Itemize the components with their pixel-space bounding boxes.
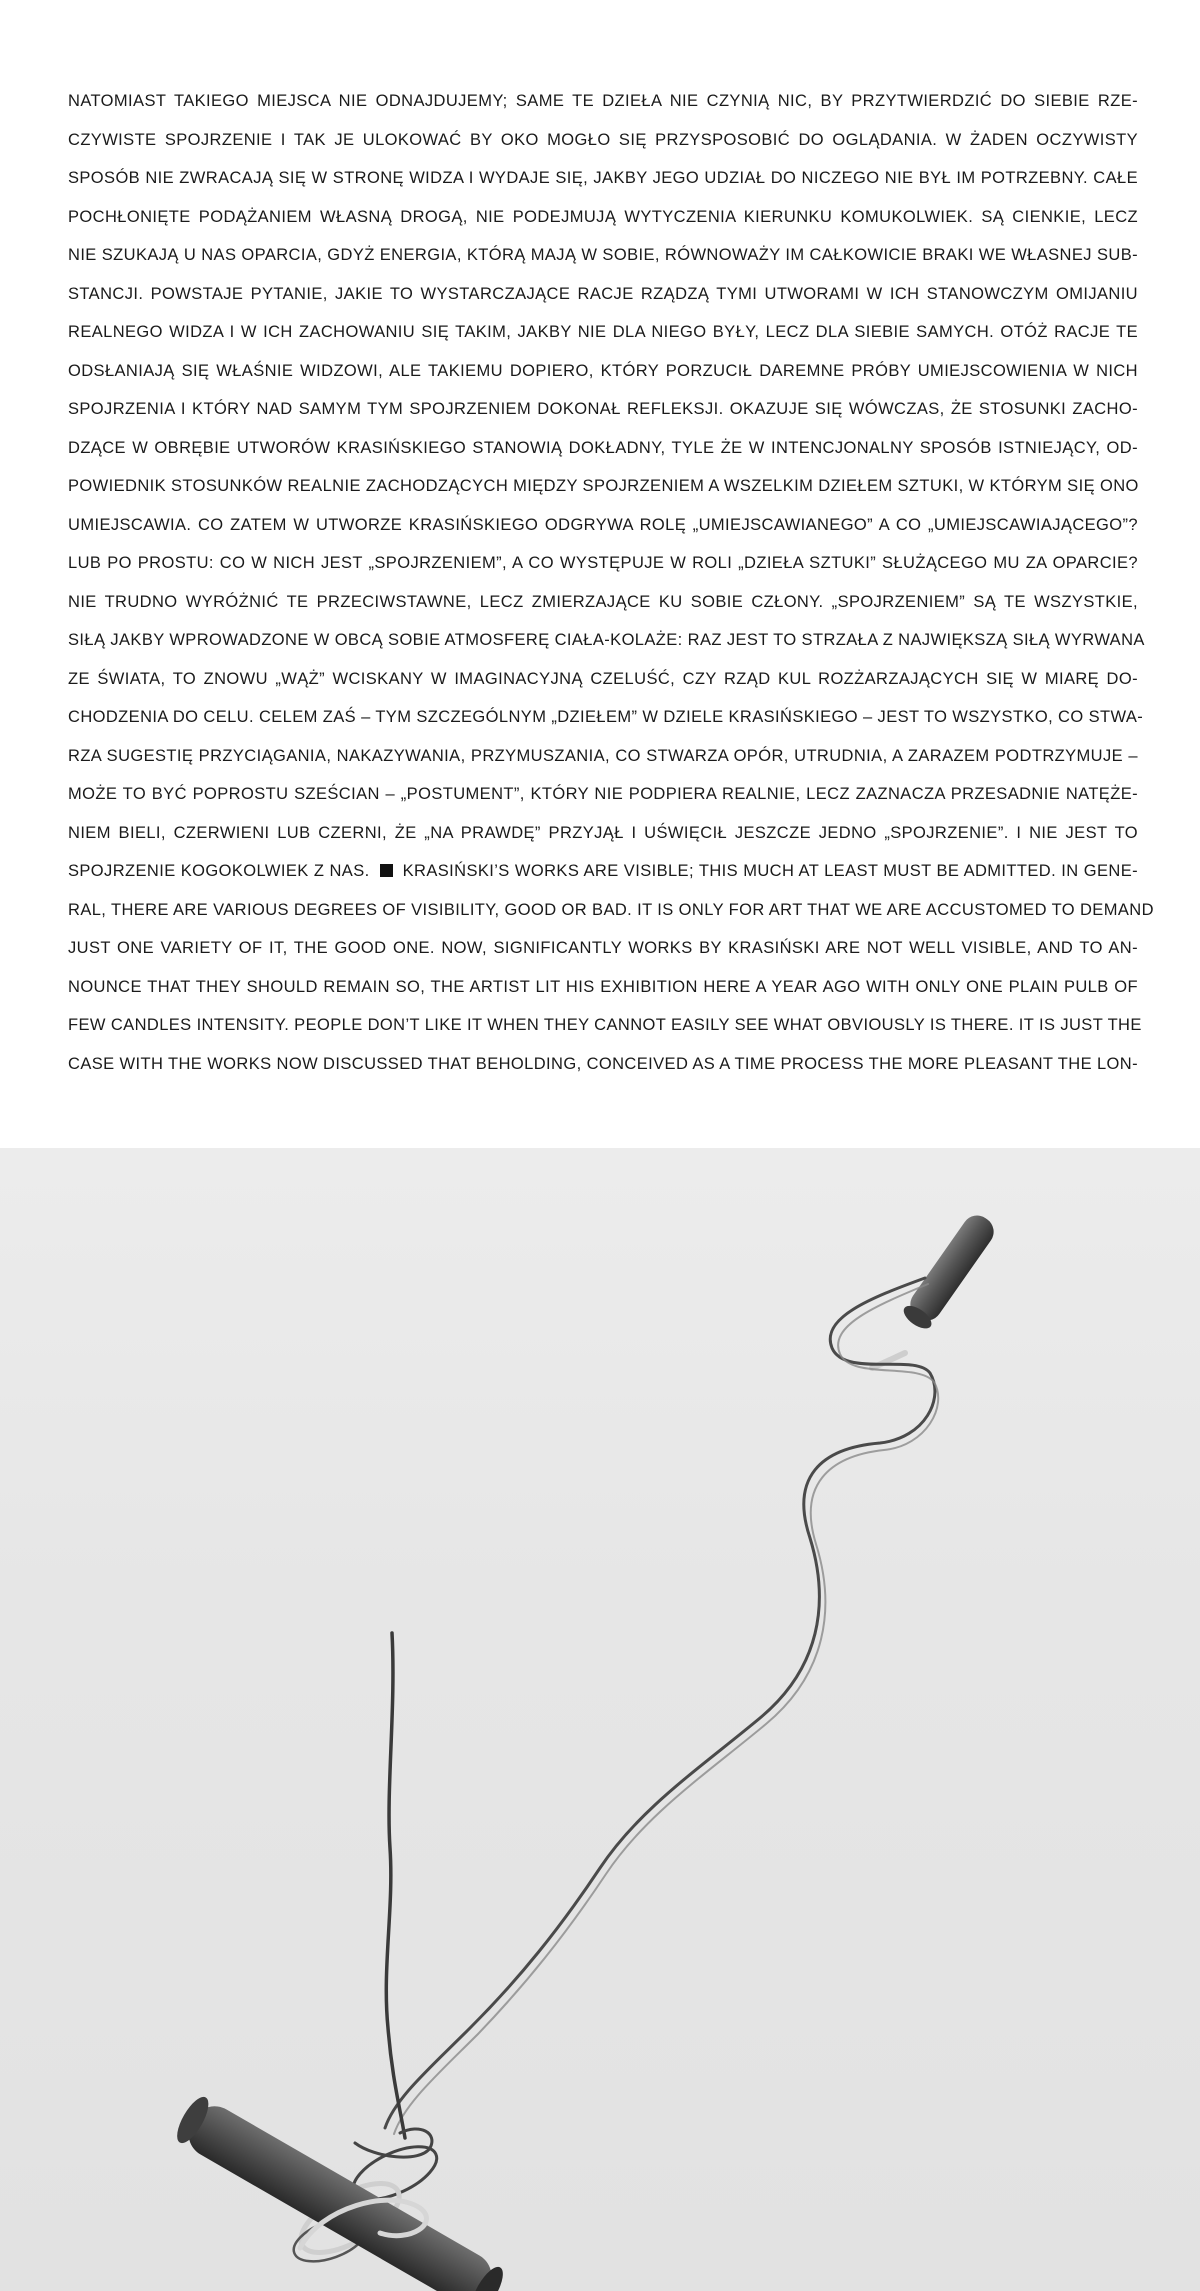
sculpture-illustration: [0, 1148, 1200, 2291]
text-line: CZYWISTE SPOJRZENIE I TAK JE ULOKOWAĆ BY OKO MOGŁO SIĘ PRZYSPOSOBIĆ DO OGLĄDANIA. W ŻADEN OCZYWISTY: [68, 130, 1138, 149]
paragraph: [68, 82, 1154, 1083]
text-line: ZE ŚWIATA, TO ZNOWU „WĄŻ” WCISKANY W IMAGINACYJNĄ CZELUŚĆ, CZY RZĄD KUL ROZŻARZAJĄCYCH SIĘ W MIARĘ DO-: [68, 669, 1138, 688]
wire-short: [386, 1633, 405, 2138]
text-line: RAL, THERE ARE VARIOUS DEGREES OF VISIBILITY, GOOD OR BAD. IT IS ONLY FOR ART THAT WE ARE ACCUSTOMED TO DEMAND: [68, 900, 1154, 919]
text-line: REALNEGO WIDZA I W ICH ZACHOWANIU SIĘ TAKIM, JAKBY NIE DLA NIEGO BYŁY, LECZ DLA SIEBIE SAMYCH. OTÓŻ RACJE TE: [68, 323, 1138, 341]
text-line: CASE WITH THE WORKS NOW DISCUSSED THAT BEHOLDING, CONCEIVED AS A TIME PROCESS THE MORE PLEASANT THE LON-: [68, 1054, 1138, 1073]
text-line: SIŁĄ JAKBY WPROWADZONE W OBCĄ SOBIE ATMOSFERĘ CIAŁA-KOLAŻE: RAZ JEST TO STRZAŁA Z NAJWIĘKSZĄ SIŁĄ WYRWANA: [68, 631, 1145, 649]
text-line: STANCJI. POWSTAJE PYTANIE, JAKIE TO WYSTARCZAJĄCE RACJE RZĄDZĄ TYMI UTWORAMI W ICH STANOWCZYM OMIJANIU: [68, 284, 1138, 303]
wire-long: [385, 1278, 935, 2128]
text-line: NATOMIAST TAKIEGO MIEJSCA NIE ODNAJDUJEMY; SAME TE DZIEŁA NIE CZYNIĄ NIC, BY PRZYTWIERDZIĆ DO SIEBIE RZE-: [68, 92, 1138, 110]
text-line: SPOSÓB NIE ZWRACAJĄ SIĘ W STRONĘ WIDZA I WYDAJE SIĘ, JAKBY JEGO UDZIAŁ DO NICZEGO NIE BYŁ IM POTRZEBNY. CAŁE: [68, 169, 1138, 187]
upper-cylinder: [900, 1210, 1000, 1333]
text-line: NIEM BIELI, CZERWIENI LUB CZERNI, ŻE „NA PRAWDĘ” PRZYJĄŁ I UŚWIĘCIŁ JESZCZE JEDNO „SPOJRZENIE”. I NIE JEST TO: [68, 823, 1138, 842]
text-line: ODSŁANIAJĄ SIĘ WŁAŚNIE WIDZOWI, ALE TAKIEMU DOPIERO, KTÓRY PORZUCIŁ DAREMNE PRÓBY UMIEJSCOWIENIA W NICH: [68, 361, 1138, 380]
text-line: UMIEJSCAWIA. CO ZATEM W UTWORZE KRASIŃSKIEGO ODGRYWA ROLĘ „UMIEJSCAWIANEGO” A CO „UMIEJSCAWIAJĄCEGO”?: [68, 515, 1138, 534]
text-line: SPOJRZENIA I KTÓRY NAD SAMYM TYM SPOJRZENIEM DOKONAŁ REFLEKSJI. OKAZUJE SIĘ WÓWCZAS, ŻE STOSUNKI ZACHO-: [68, 400, 1138, 418]
artwork-photograph: [0, 1148, 1200, 2291]
text-line: FEW CANDLES INTENSITY. PEOPLE DON’T LIKE IT WHEN THEY CANNOT EASILY SEE WHAT OBVIOUSLY IS THERE. IT IS JUST THE: [68, 1016, 1142, 1034]
text-line: CHODZENIA DO CELU. CELEM ZAŚ – TYM SZCZEGÓLNYM „DZIEŁEM” W DZIELE KRASIŃSKIEGO – JEST TO WSZYSTKO, CO STWA-: [68, 708, 1144, 726]
english-text-start: KRASIŃSKI’S WORKS ARE VISIBLE; THIS MUCH AT LEAST MUST BE ADMITTED. IN GENE-: [402, 862, 1138, 880]
text-line: POWIEDNIK STOSUNKÓW REALNIE ZACHODZĄCYCH MIĘDZY SPOJRZENIEM A WSZELKIM DZIEŁEM SZTUKI, W KTÓRYM SIĘ ONO: [68, 477, 1139, 495]
text-line-split: [68, 852, 1138, 891]
text-line: NIE TRUDNO WYRÓŻNIĆ TE PRZECIWSTAWNE, LECZ ZMIERZAJĄCE KU SOBIE CZŁONY. „SPOJRZENIEM” SĄ TE WSZYSTKIE,: [68, 592, 1138, 611]
lower-cylinder: [171, 2092, 509, 2291]
text-line: NIE SZUKAJĄ U NAS OPARCIA, GDYŻ ENERGIA, KTÓRĄ MAJĄ W SOBIE, RÓWNOWAŻY IM CAŁKOWICIE BRAKI WE WŁASNEJ SUB-: [68, 246, 1138, 264]
text-line: LUB PO PROSTU: CO W NICH JEST „SPOJRZENIEM”, A CO WYSTĘPUJE W ROLI „DZIEŁA SZTUKI” SŁUŻĄCEGO MU ZA OPARCIE?: [68, 554, 1138, 572]
polish-text-end: SPOJRZENIE KOGOKOLWIEK Z NAS.: [68, 862, 370, 880]
section-marker-icon: [380, 864, 393, 877]
text-line: DZĄCE W OBRĘBIE UTWORÓW KRASIŃSKIEGO STANOWIĄ DOKŁADNY, TYLE ŻE W INTENCJONALNY SPOSÓB ISTNIEJĄCY, OD-: [68, 438, 1138, 457]
text-line: JUST ONE VARIETY OF IT, THE GOOD ONE. NOW, SIGNIFICANTLY WORKS BY KRASIŃSKI ARE NOT WELL VISIBLE, AND TO AN-: [68, 939, 1138, 957]
wire-long-2: [394, 1284, 938, 2134]
text-line: POCHŁONIĘTE PODĄŻANIEM WŁASNĄ DROGĄ, NIE PODEJMUJĄ WYTYCZENIA KIERUNKU KOMUKOLWIEK. SĄ CIENKIE, LECZ: [68, 207, 1138, 226]
text-line: NOUNCE THAT THEY SHOULD REMAIN SO, THE ARTIST LIT HIS EXHIBITION HERE A YEAR AGO WITH ONLY ONE PLAIN PULB OF: [68, 977, 1138, 996]
text-line: MOŻE TO BYĆ POPROSTU SZEŚCIAN – „POSTUMENT”, KTÓRY NIE PODPIERA REALNIE, LECZ ZAZNACZA PRZESADNIE NATĘŻE-: [68, 785, 1138, 803]
text-line: RZA SUGESTIĘ PRZYCIĄGANIA, NAKAZYWANIA, PRZYMUSZANIA, CO STWARZA OPÓR, UTRUDNIA, A ZARAZEM PODTRZYMUJE –: [68, 746, 1138, 765]
